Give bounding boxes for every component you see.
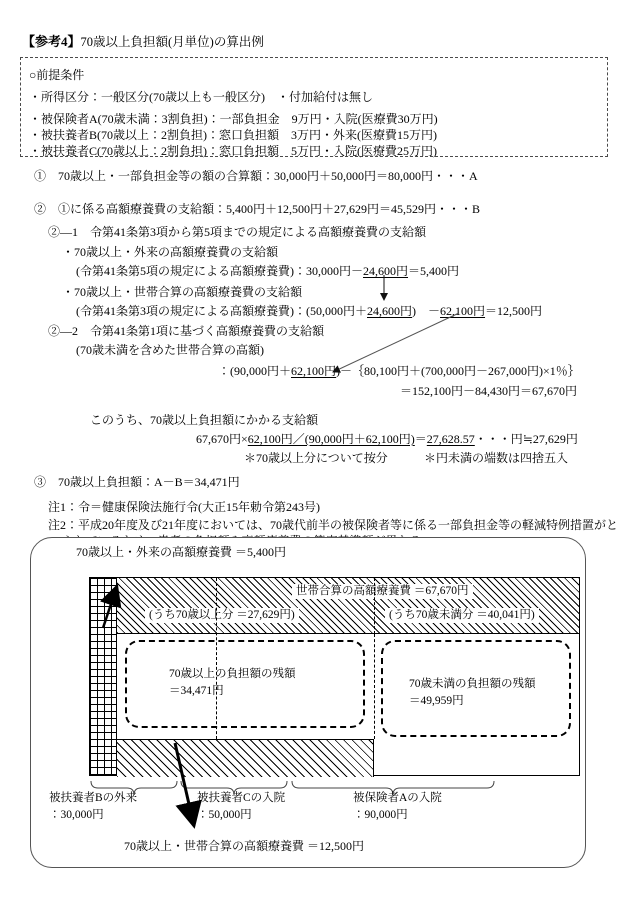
formula-pre-2: (令第41条第3項の規定による高額療養費)：(50,000円＋ [76, 304, 367, 318]
prorate-underlined-result: 27,628.57 [426, 432, 475, 446]
premise-line-insured-a: ・被保険者A(70歳未満：3割負担)：一部負担金 9万円・入院(医療費30万円) [29, 112, 438, 126]
calc-note-rounding: ＊円未満の端数は四捨五入 [424, 451, 569, 465]
calc-item-2-1-household: ・70歳以上・世帯合算の高額療養費の支給額 [62, 285, 303, 299]
premise-line-dependent-b: ・被扶養者B(70歳以上：2割負担)：窓口負担額 3万円・外来(医療費15万円) [29, 128, 437, 142]
callout-under70-line1: 70歳未満の負担額の残額 [409, 678, 536, 690]
calc-item-2-1-heading: ②—1 令第41条第3項から第5項までの規定による高額療養費の支給額 [48, 225, 427, 239]
formula-post-2: ＝12,500円 [485, 304, 543, 318]
premise-line-dependent-c: ・被扶養者C(70歳以上：2割負担)：窓口負担額 5万円・入院(医療費25万円) [29, 144, 437, 158]
callout-over70-line1: 70歳以上の負担額の残額 [169, 668, 296, 680]
calc-note-1: 注1：令＝健康保険法施行令(大正15年勅令第243号) [48, 500, 320, 514]
premise-heading: ○前提条件 [29, 68, 85, 82]
calc-prorate-formula [196, 433, 578, 445]
bar-main-region [117, 578, 579, 775]
calc-note-2-line-1: 注2：平成20年度及び21年度においては、70歳代前半の被保険者等に係る一部負担金等の軽減特例措置がと [48, 518, 619, 532]
calc-item-2: ② ①に係る高額療養費の支給額：5,400円＋12,500円＋27,629円＝45,529円・・・B [34, 202, 481, 216]
divider-over-under-70-white [374, 634, 375, 739]
chip-household-total: 世帯合算の高額療養費 ＝67,670円 [292, 584, 473, 599]
formula-underlined-24600-b: 24,600円 [367, 304, 413, 318]
calc-item-2-1-outpatient-formula [76, 265, 459, 277]
prorate-underlined-ratio: 62,100円／(90,000円＋62,100円) [247, 432, 415, 446]
formula-post: ＝5,400円 [408, 264, 460, 278]
formula-pre: (令第41条第5項の規定による高額療養費)：30,000円－ [76, 264, 363, 278]
calc-item-2-2-heading: ②—2 令第41条第1項に基づく高額療養費の支給額 [48, 324, 325, 338]
prorate-pre: 67,670円× [196, 432, 248, 446]
caption-insured-a [353, 790, 442, 823]
page-title-text: 70歳以上負担額(月単位)の算出例 [80, 35, 264, 49]
band-over70-household-high-cost [117, 739, 374, 777]
formula-post-3: )－｛80,100円＋(700,000円－267,000円)×1％｝ [336, 364, 580, 378]
calc-note-prorate: ＊70歳以上分について按分 [244, 451, 388, 465]
calc-item-1: ① 70歳以上・一部負担金等の額の合算額：30,000円＋50,000円＝80,000円・・・A [34, 169, 478, 183]
callout-over70-remaining [125, 640, 365, 728]
caption-dependent-c-line2: ：50,000円 [197, 808, 252, 821]
calc-prorate-heading: このうち、70歳以上負担額にかかる支給額 [90, 413, 319, 427]
calc-item-2-2-formula-line2: ＝152,100円－84,430円＝67,670円 [400, 384, 578, 398]
callout-over70-line2: ＝34,471円 [169, 685, 224, 697]
divider-over-under-70-hatch [374, 578, 375, 634]
callout-under70-remaining [381, 640, 571, 737]
page-title [22, 35, 264, 49]
calc-item-2-2-sub: (70歳未満を含めた世帯合算の高額) [76, 343, 264, 357]
caption-dependent-b-line2: ：30,000円 [49, 808, 104, 821]
callout-under70-line2: ＝49,959円 [409, 695, 464, 707]
caption-dependent-b-line1: 被扶養者Bの外来 [49, 792, 138, 804]
figure-label-over70-household: 70歳以上・世帯合算の高額療養費 ＝12,500円 [124, 839, 365, 853]
divider-dependent-b-c [216, 578, 217, 739]
caption-dependent-c [197, 790, 285, 823]
formula-underlined-62100-c: 62,100円 [291, 364, 337, 378]
formula-underlined-62100-b: 62,100円 [440, 304, 486, 318]
caption-dependent-c-line1: 被扶養者Cの入院 [197, 792, 286, 804]
caption-insured-a-line1: 被保険者Aの入院 [353, 792, 442, 804]
formula-pre-3: ：(90,000円＋ [218, 364, 291, 378]
chip-over70-share: (うち70歳以上分 ＝27,629円) [145, 608, 299, 623]
prorate-post: ・・・円≒27,629円 [474, 432, 578, 446]
premise-conditions-box [20, 57, 608, 157]
prorate-eq: ＝ [414, 432, 427, 446]
figure-label-outpatient-over70: 70歳以上・外来の高額療養費 ＝5,400円 [76, 545, 287, 559]
caption-insured-a-line2: ：90,000円 [353, 808, 408, 821]
explanatory-diagram [30, 537, 586, 868]
premise-line-income: ・所得区分：一般区分(70歳以上も一般区分) ・付加給付は無し [29, 90, 373, 104]
calc-item-2-2-formula [218, 365, 580, 377]
bar-segment-outpatient-copay-grid [90, 578, 117, 775]
calc-item-3: ③ 70歳以上負担額：A－B＝34,471円 [34, 475, 240, 489]
bar-chart-area [89, 577, 580, 776]
formula-underlined-24600: 24,600円 [363, 264, 409, 278]
page-title-bracket: 【参考4】 [22, 34, 81, 49]
band-household-high-cost [117, 578, 579, 634]
calc-item-2-1-household-formula [76, 305, 542, 317]
caption-dependent-b [49, 790, 137, 823]
formula-mid-2: ) － [412, 304, 441, 318]
calc-item-2-1-outpatient: ・70歳以上・外来の高額療養費の支給額 [62, 245, 279, 259]
band-remaining-burden [117, 634, 579, 739]
chip-under70-share: (うち70歳未満分 ＝40,041円) [385, 608, 539, 623]
